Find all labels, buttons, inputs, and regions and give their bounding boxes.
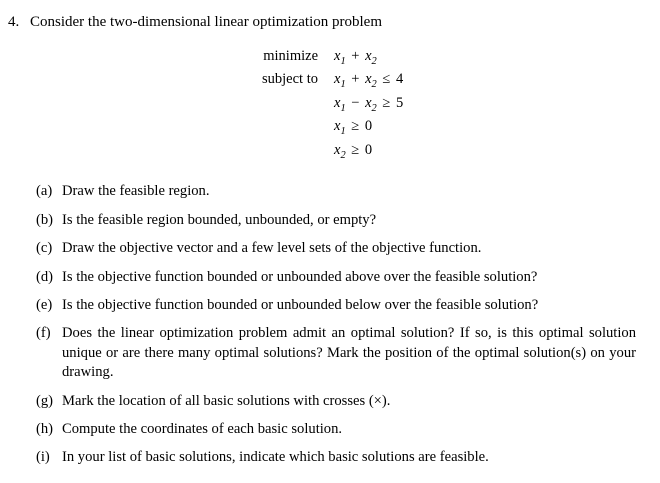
list-item-text: Draw the feasible region. bbox=[62, 183, 210, 200]
list-item-text: Is the feasible region bounded, unbounded, or empty? bbox=[62, 211, 377, 228]
list-item bbox=[36, 296, 636, 315]
list-item-text: Mark the location of all basic solutions with crosses (×). bbox=[62, 392, 391, 409]
list-item bbox=[36, 211, 636, 230]
math-row bbox=[248, 115, 660, 138]
optimization-problem-block bbox=[248, 45, 660, 162]
list-item bbox=[36, 448, 636, 467]
list-item bbox=[36, 268, 636, 287]
math-row-label: subject to bbox=[262, 71, 318, 88]
list-item-text: Is the objective function bounded or unbounded below over the feasible solution? bbox=[62, 297, 539, 314]
list-item-label: (b) bbox=[36, 211, 54, 228]
list-item-label: (d) bbox=[36, 268, 54, 285]
problem-number: 4. bbox=[8, 14, 20, 30]
question-list bbox=[36, 182, 636, 467]
list-item-label: (h) bbox=[36, 421, 54, 438]
math-row-expression: $x_1 + x_2 \le 4$ bbox=[334, 71, 404, 91]
math-row-expression: $x_2 \ge 0$ bbox=[334, 141, 373, 161]
list-item-text: Is the objective function bounded or unbounded above over the feasible solution? bbox=[62, 268, 538, 285]
math-row-expression: $x_1 - x_2 \ge 5$ bbox=[334, 94, 404, 114]
list-item-text: Does the linear optimization problem admit an optimal solution? If so, is this optimal solution unique or are there many optimal solutions? Mark the position of the optimal solution(s) on your drawing. bbox=[62, 325, 636, 381]
list-item bbox=[36, 324, 636, 382]
list-item-text: Compute the coordinates of each basic solution. bbox=[62, 421, 343, 438]
math-row bbox=[248, 139, 660, 162]
list-item bbox=[36, 392, 636, 411]
math-row bbox=[248, 68, 660, 91]
list-item-text: In your list of basic solutions, indicate which basic solutions are feasible. bbox=[62, 449, 489, 466]
document-page bbox=[0, 14, 660, 483]
list-item-label: (i) bbox=[36, 449, 50, 466]
math-row-expression: $x_1 + x_2$ bbox=[334, 48, 377, 67]
math-row bbox=[248, 45, 660, 68]
list-item-text: Draw the objective vector and a few level sets of the objective function. bbox=[62, 240, 482, 257]
list-item-label: (g) bbox=[36, 392, 54, 409]
problem-statement: Consider the two-dimensional linear optimization problem bbox=[30, 14, 383, 30]
list-item bbox=[36, 420, 636, 439]
math-row-expression: $x_1 \ge 0$ bbox=[334, 118, 373, 138]
list-item-label: (c) bbox=[36, 240, 53, 257]
list-item bbox=[36, 239, 636, 258]
problem-heading bbox=[8, 14, 660, 31]
list-item-label: (e) bbox=[36, 297, 53, 314]
list-item bbox=[36, 182, 636, 201]
list-item-label: (f) bbox=[36, 325, 51, 342]
math-row bbox=[248, 92, 660, 115]
math-row-label: minimize bbox=[263, 48, 318, 64]
list-item-label: (a) bbox=[36, 183, 53, 200]
